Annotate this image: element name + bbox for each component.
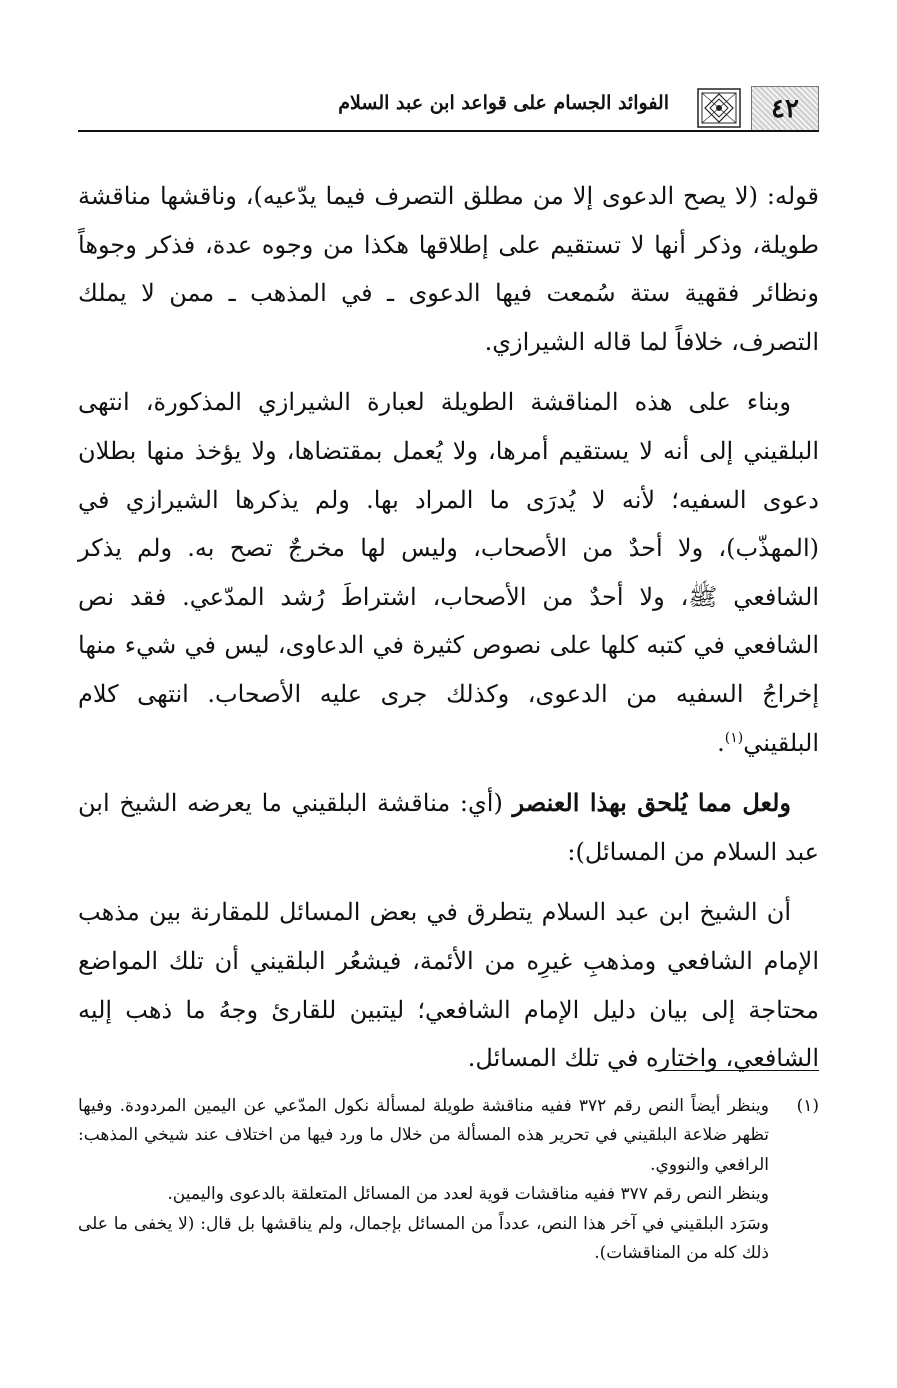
paragraph-2 [78,378,819,767]
footnote-line-3: وسَرَد البلقيني في آخر هذا النص، عدداً من المسائل بإجمال، ولم يناقشها بل قال: (لا يخفى ما على ذلك كله من المناقشات). [78,1213,769,1264]
paragraph-3 [78,779,819,876]
page-number: ٤٢ [771,94,799,124]
footnotes [78,1092,819,1268]
footnote-line-1: وينظر أيضاً النص رقم ٣٧٢ ففيه مناقشة طويلة لمسألة نكول المدّعي عن اليمين المردودة. وفيها تظهر ضلاعة البلقيني في تحرير هذه المسألة من خلال ما ورد فيها من اختلاف عند شيخي المذهب: الرافعي والنووي. [78,1096,769,1175]
footnote-number: (١) [796,1096,819,1116]
footnote-line-2: وينظر النص رقم ٣٧٧ ففيه مناقشات قوية لعدد من المسائل المتعلقة بالدعوى واليمين. [167,1184,769,1205]
ornament-icon [697,88,741,128]
paragraph-3-lead: ولعل مما يُلحق بهذا العنصر [512,788,791,818]
running-title: الفوائد الجسام على قواعد ابن عبد السلام [338,92,669,114]
footnote-1 [78,1092,819,1268]
footnote-ref[interactable]: (١) [724,729,744,746]
main-text [78,172,819,1083]
header-rule [78,130,819,132]
paragraph-2-end: . [717,728,725,757]
paragraph-1: قوله: (لا يصح الدعوى إلا من مطلق التصرف فيما يدّعيه)، وناقشها مناقشة طويلة، وذكر أنها لا تستقيم على إطلاقها هكذا من وجوه عدة، فذكر وجوهاً ونظائر فقهية ستة سُمعت فيها الدعوى ـ في المذهب ـ ممن لا يملك التصرف، خلافاً لما قاله الشيرازي. [78,182,820,356]
paragraph-4: أن الشيخ ابن عبد السلام يتطرق في بعض المسائل للمقارنة بين مذهب الإمام الشافعي ومذهبِ غيرِه من الأئمة، فيشعُر البلقيني أن تلك المواضع محتاجة إلى بيان دليل الإمام الشافعي؛ ليتبين للقارئ وجهُ ما ذهب إليه الشافعي، واختاره في تلك المسائل. [78,898,819,1073]
footnote-body [78,1092,769,1268]
page-number-box [751,86,819,132]
footnote-rule [655,1070,819,1071]
paragraph-2-text: وبناء على هذه المناقشة الطويلة لعبارة الشيرازي المذكورة، انتهى البلقيني إلى أنه لا يستقيم أمرها، ولا يُعمل بمقتضاها، ولا يؤخذ منها بطلان دعوى السفيه؛ لأنه لا يُدرَى ما المراد بها. ولم يذكرها الشيرازي في (المهذّب)، ولا أحدٌ من الأصحاب، وليس لها مخرجٌ تصح به. ولم يذكر الشافعي ﷺ، ولا أحدٌ من الأصحاب، اشتراطَ رُشد المدّعي. فقد نص الشافعي في كتبه كلها على نصوص كثيرة في الدعاوى، ليس في شيء منها إخراجُ السفيه من الدعوى، وكذلك جرى عليه الأصحاب. انتهى كلام البلقيني [78,388,820,757]
paragraph-3-text: (أي: مناقشة البلقيني ما يعرضه الشيخ ابن عبد السلام من المسائل): [78,789,819,866]
page-header [78,86,819,134]
